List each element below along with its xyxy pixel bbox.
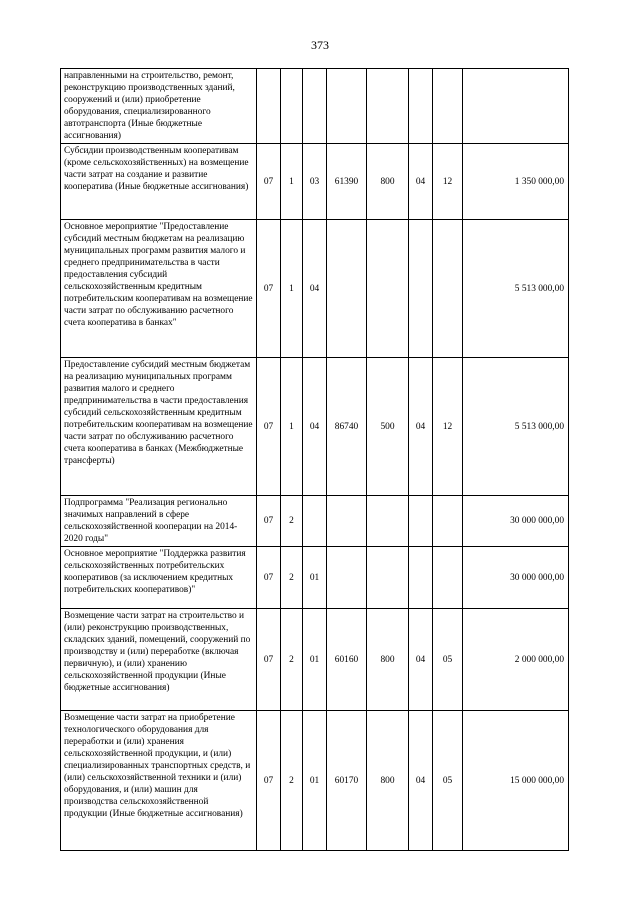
activity-code: 01 [303,711,327,851]
program-code: 07 [257,609,281,711]
program-code: 07 [257,220,281,358]
subsection-code [433,220,463,358]
subsection-code [433,69,463,144]
subprogram-code: 2 [281,496,303,547]
subprogram-code: 1 [281,220,303,358]
expense-type-code: 800 [367,711,409,851]
expense-type-code [367,69,409,144]
direction-code [327,547,367,609]
table-row [61,220,569,358]
program-code: 07 [257,144,281,220]
expense-type-code [367,220,409,358]
row-amount: 1 350 000,00 [463,144,569,220]
program-code: 07 [257,547,281,609]
direction-code: 86740 [327,358,367,496]
activity-code: 01 [303,547,327,609]
row-amount: 5 513 000,00 [463,358,569,496]
section-code [409,496,433,547]
row-amount: 30 000 000,00 [463,547,569,609]
table-row [61,358,569,496]
row-description: Субсидии производственным кооперативам (кроме сельскохозяйственных) на возмещение части затрат на создание и развитие кооператива (Иные бюджетные ассигнования) [61,144,257,220]
subprogram-code [281,69,303,144]
subprogram-code: 2 [281,609,303,711]
table-row [61,69,569,144]
activity-code: 04 [303,358,327,496]
row-description: Предоставление субсидий местным бюджетам на реализацию муниципальных программ развития малого и среднего предпринимательства в части предоставления субсидий сельскохозяйственным кредитным потребительским кооперативам на возмещение части затрат по обслуживанию расчетного счета кооператива в банках (Межбюджетные трансферты) [61,358,257,496]
program-code: 07 [257,358,281,496]
row-amount: 30 000 000,00 [463,496,569,547]
row-description: Возмещение части затрат на строительство и (или) реконструкцию производственных, складских зданий, помещений, сооружений по производству и (или) переработке (включая первичную), и (или) хранению сельскохозяйственной продукции (Иные бюджетные ассигнования) [61,609,257,711]
table-row [61,609,569,711]
program-code [257,69,281,144]
direction-code: 61390 [327,144,367,220]
row-description: Подпрограмма "Реализация регионально значимых направлений в сфере сельскохозяйственной кооперации на 2014-2020 годы" [61,496,257,547]
activity-code: 01 [303,609,327,711]
table-row [61,144,569,220]
subprogram-code: 1 [281,358,303,496]
direction-code: 60160 [327,609,367,711]
row-description: направленными на строительство, ремонт, реконструкцию производственных зданий, сооружений и (или) приобретение оборудования, специализированного автотранспорта (Иные бюджетные ассигнования) [61,69,257,144]
direction-code: 60170 [327,711,367,851]
table-row [61,496,569,547]
direction-code [327,69,367,144]
activity-code: 03 [303,144,327,220]
section-code: 04 [409,711,433,851]
row-description: Основное мероприятие "Предоставление субсидий местным бюджетам на реализацию муниципальных программ развития малого и среднего предпринимательства в части предоставления субсидий сельскохозяйственным кредитным потребительским кооперативам на возмещение части затрат по обслуживанию расчетного счета кооператива в банках" [61,220,257,358]
subsection-code: 12 [433,358,463,496]
expense-type-code: 800 [367,609,409,711]
budget-table [60,68,569,851]
expense-type-code: 800 [367,144,409,220]
program-code: 07 [257,711,281,851]
subprogram-code: 2 [281,711,303,851]
activity-code: 04 [303,220,327,358]
row-amount: 2 000 000,00 [463,609,569,711]
section-code: 04 [409,609,433,711]
subsection-code: 05 [433,711,463,851]
program-code: 07 [257,496,281,547]
section-code: 04 [409,144,433,220]
row-description: Основное мероприятие "Поддержка развития сельскохозяйственных потребительских кооперативов (за исключением кредитных потребительских кооперативов)" [61,547,257,609]
subsection-code [433,547,463,609]
table-row [61,547,569,609]
row-description: Возмещение части затрат на приобретение технологического оборудования для переработки и (или) хранения сельскохозяйственной продукции, и (или) специализированных транспортных средств, и (или) сельскохозяйственной техники и (или) оборудования, и (или) машин для производства сельскохозяйственной продукции (Иные бюджетные ассигнования) [61,711,257,851]
expense-type-code [367,547,409,609]
row-amount: 5 513 000,00 [463,220,569,358]
direction-code [327,220,367,358]
activity-code [303,496,327,547]
subsection-code: 05 [433,609,463,711]
page-number: 373 [311,38,329,52]
section-code [409,220,433,358]
subsection-code: 12 [433,144,463,220]
row-amount [463,69,569,144]
section-code [409,547,433,609]
expense-type-code [367,496,409,547]
activity-code [303,69,327,144]
table-row [61,711,569,851]
subprogram-code: 2 [281,547,303,609]
subsection-code [433,496,463,547]
section-code [409,69,433,144]
subprogram-code: 1 [281,144,303,220]
expense-type-code: 500 [367,358,409,496]
direction-code [327,496,367,547]
row-amount: 15 000 000,00 [463,711,569,851]
section-code: 04 [409,358,433,496]
